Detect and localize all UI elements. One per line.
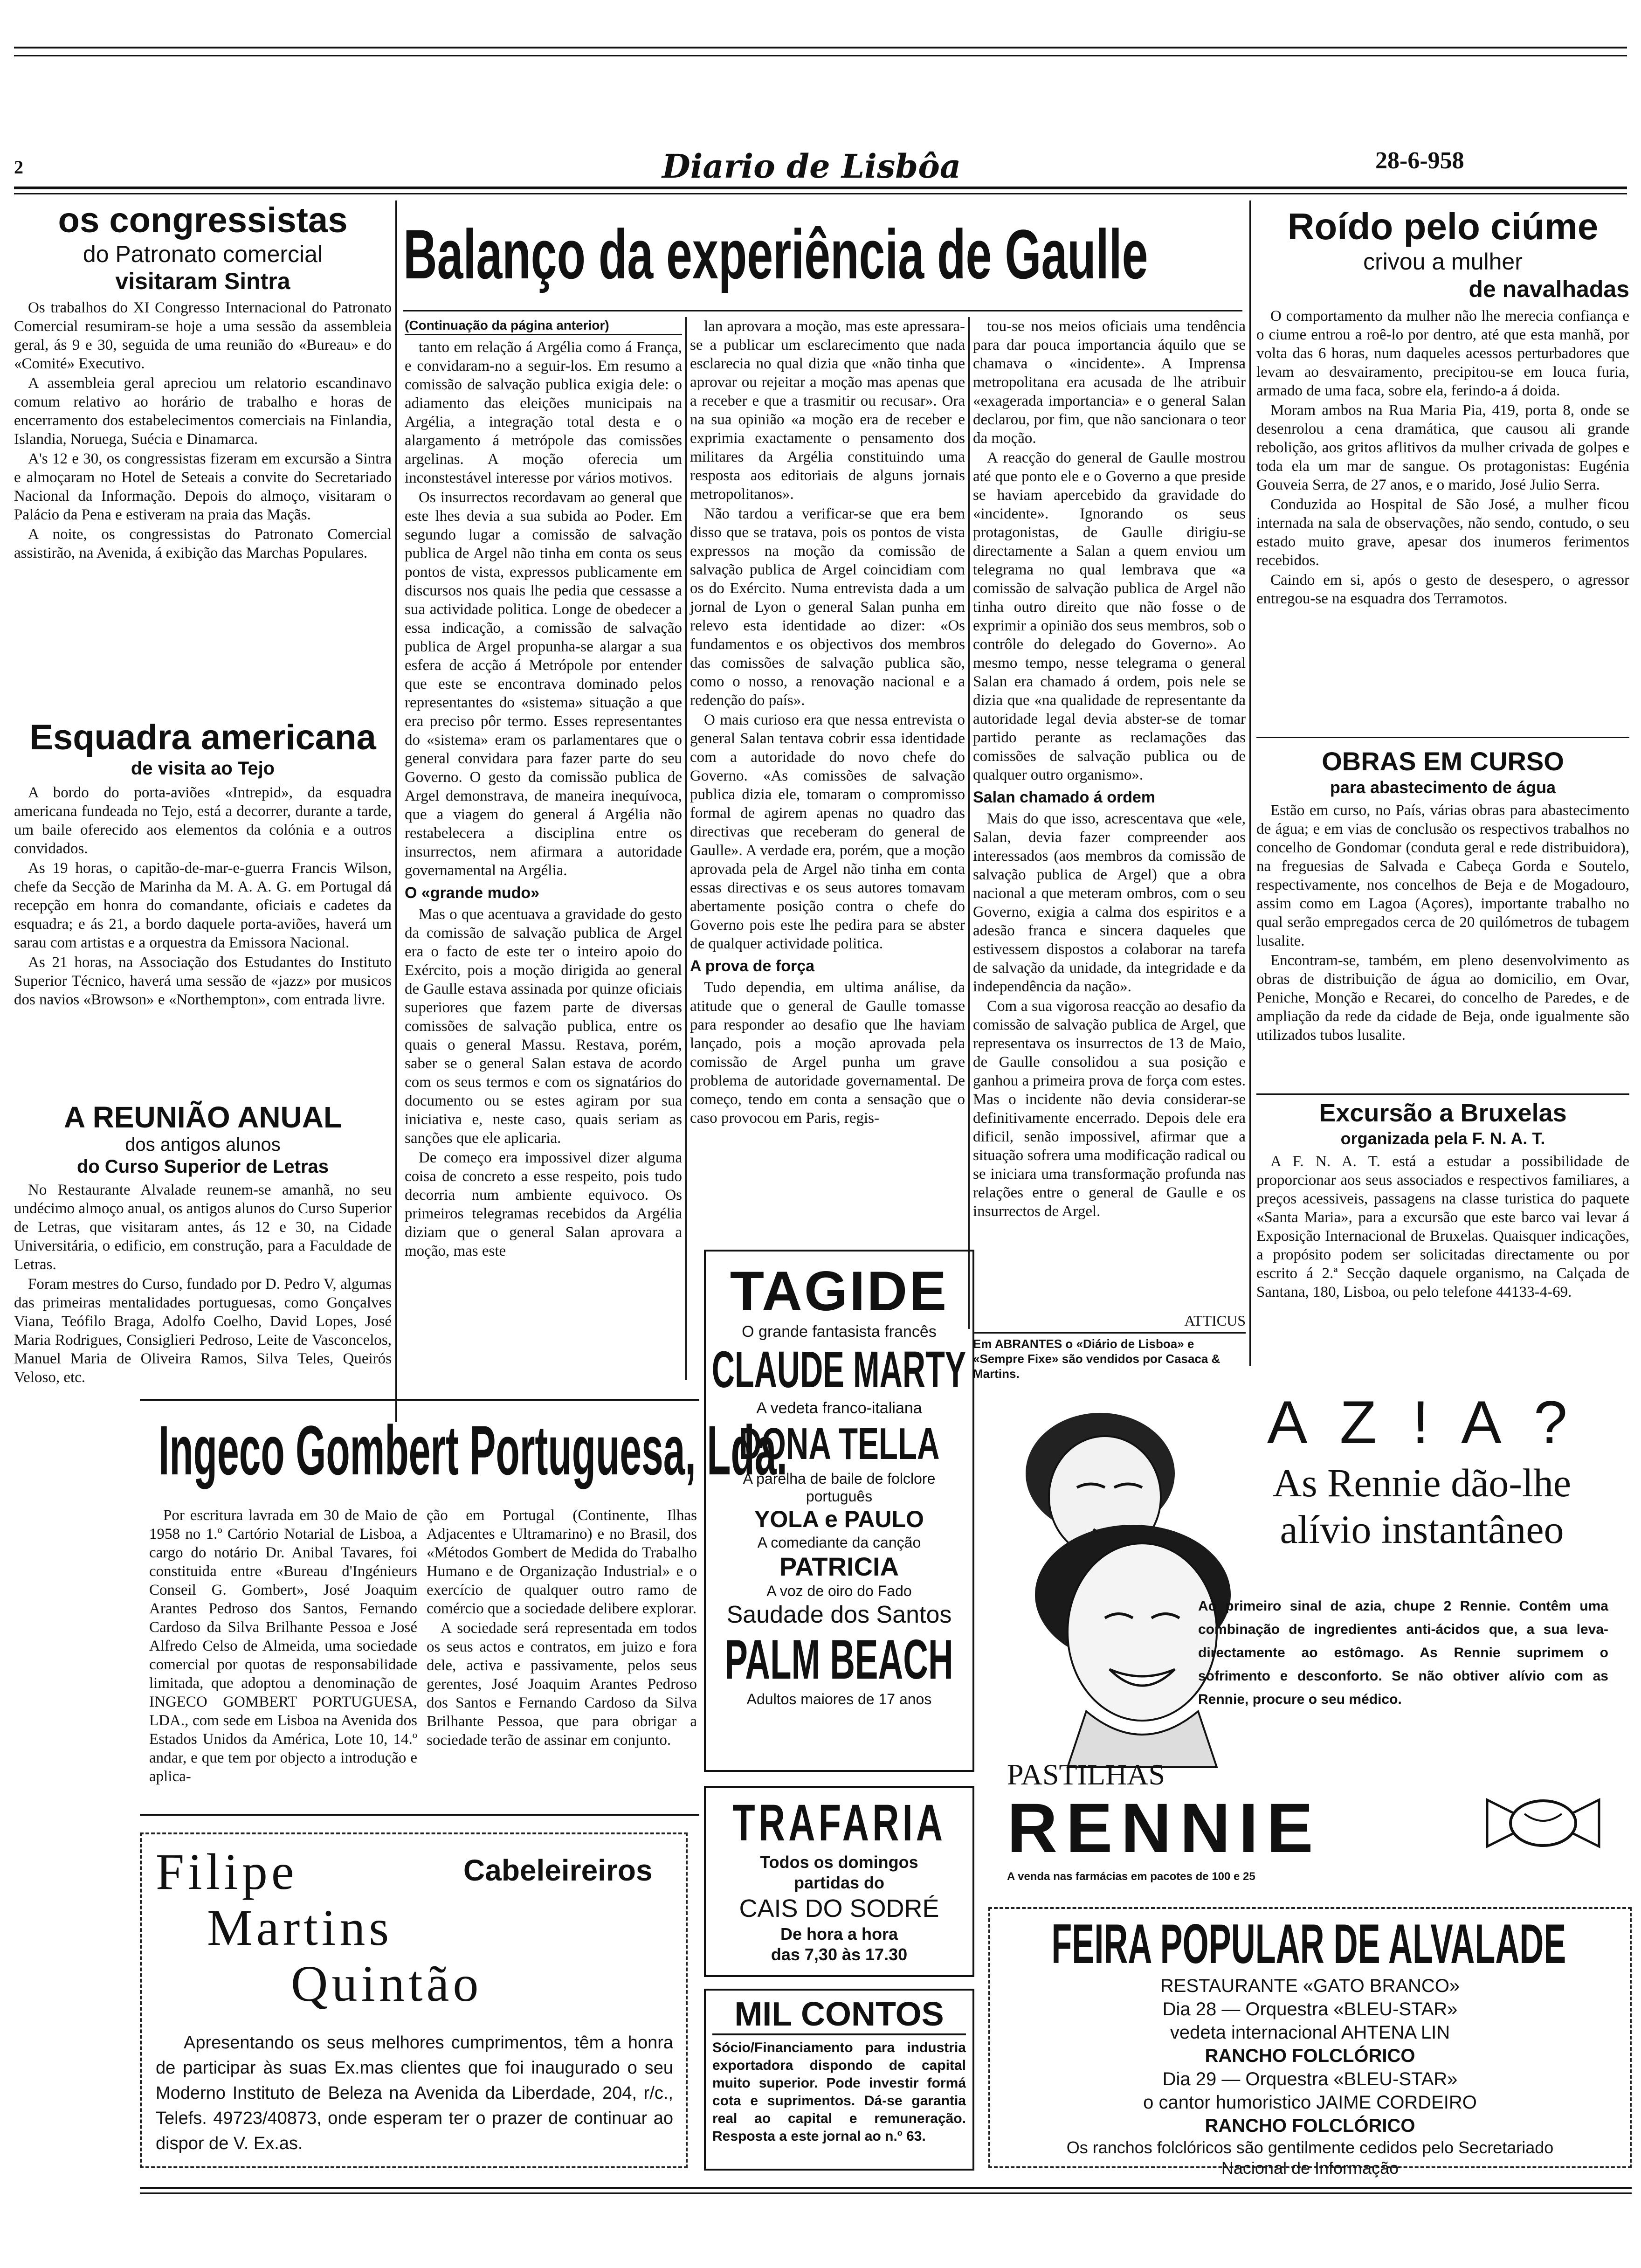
subheading: A prova de força [690,957,815,975]
milcontos-ad [704,1989,974,2171]
esquadra-headline: Esquadra americana [29,718,376,757]
ad-headliner: CLAUDE MARTY [711,1341,966,1398]
salon-text: Apresentando os seus melhores cumprimentos, têm a honra de participar às suas Ex.mas clientes que foi inaugurado o seu Moderno Instituto de Beleza na Avenida da Liberdade, 204, r/c., Telefs. 49723/40873, onde esperam ter o prazer de continuar ao dispor de V. Ex.as. [156,2033,673,2153]
paragraph: tanto em relação á Argélia como á França, e convidaram-no a seguir-los. Em resumo a comissão de salvação publica exigia dele: o adiamento das eleições municipais na Argélia, a integração total desta e o alargamento á metrópole das comissões argelinas. A moção oferecia um inconstestável interesse por vários motivos. [405,339,682,486]
ad-headliner: PATRICIA [779,1552,899,1581]
ad-headliner: Saudade dos Santos [726,1601,952,1628]
paragraph: A sociedade será representada em todos os seus actos e contratos, em juizo e fora dele, activa e passivamente, pelos seus gerentes, José Joaquim Arantes Pedroso dos Santos e Fernando Cardoso da Silva Brilhante Pessoa, que para obrigar a sociedade terão de assinar em conjunto. [427,1620,697,1749]
azia-body: Ao primeiro sinal de azia, chupe 2 Rennie. Contêm uma combinação de ingredientes anti-ácidos que, a sua leva-directamente ao estômago. As Rennie suprimem o sofrimento e desconforto. Se não obtiver alívio com as Rennie, procure o seu médico. [1198,1598,1608,1707]
reuniao-subtitle: dos antigos alunos [125,1134,281,1155]
paragraph: Os trabalhos do XI Congresso Internacional do Patronato Comercial resumiram-se hoje a uma sessão da assembleia geral, ás 9 e 30, seguida de uma reunião do «Bureau» e do «Comité» Executivo. [14,299,392,372]
subheading: Salan chamado á ordem [973,788,1156,806]
ingeco-headline: Ingeco Gombert Portuguesa, Lda. [159,1411,787,1489]
page-number: 2 [14,157,23,178]
masthead-rule [14,187,1627,189]
top-rule-2 [14,55,1627,56]
ad-line: Todos os domingos [760,1853,918,1872]
salon-name: Martins [207,1899,393,1956]
bottom-rule [140,2187,1632,2189]
paragraph: Mais do que isso, acrescentava que «ele, Salan, devia fazer compreender aos interessados (aos membros da comissão de salvação publica de Argel) que a obra nacional a que meteram ombros, com o seu Governo, exigia a calma dos espiritos e a adesão franca e sincera daqueles que estivessem dispostos a colaborar na tarefa de salvação da unidade, da integridade e da independência da nação». [973,810,1246,995]
milcontos-title: MIL CONTOS [712,1995,966,2035]
balanco-column-3 [973,317,1246,1381]
ad-line: Os ranchos folclóricos são gentilmente cedidos pelo Secretariado Nacional de Informação [1066,2138,1554,2178]
ad-line: o cantor humoristico JAIME CORDEIRO [1143,2092,1477,2113]
ingeco-headline-wrap [159,1408,787,1501]
milcontos-text: Sócio/Financiamento para industria exportadora dispondo de capital muito superior. Pode investir formá cota e suprimentos. Dá-se garantia real ao capital e remuneração. Resposta a este jornal ao n.º 63. [712,2040,966,2144]
ad-line: O grande fantasista francês [742,1323,937,1341]
paragraph: A noite, os congressistas do Patronato Comercial assistirão, na Avenida, á exibição das Marchas Populares. [14,526,392,561]
column-divider [395,201,397,1422]
ad-line: partidas do [793,1873,885,1892]
ad-line: A parelha de baile de folclore português [743,1470,936,1505]
paragraph: lan aprovara a moção, mas este apressara-se a publicar um esclarecimento que nada esclarecia no qual dizia que «não tinha que aprovar ou rejeitar a moção mas apenas que a receber e que a trasmitir ou recusar». Ora na sua opinião «a moção era de receber e exprimia exactamente o pensamento dos militares da Argélia constituindo uma resposta aos editoriais de alguns jornais metropolitanos». [690,318,965,503]
azia-line: As Rennie dão-lhe [1272,1460,1572,1505]
paragraph: Moram ambos na Rua Maria Pia, 419, porta 8, onde se desenrolou a cena dramática, que causou ali grande rebolição, aos gritos aflitivos da mulher crivada de golpes e toda ela um mar de sangue. Os protagonistas: Eugénia Gouveia Serra, de 27 anos, e o marido, José Julio Serra. [1256,402,1629,493]
feira-ad [988,1907,1632,2178]
salon-name: Filipe [156,1843,298,1900]
congressistas-article [14,201,392,635]
ad-line: Adultos maiores de 17 anos [746,1691,932,1708]
tagide-ad [704,1250,974,1772]
bottom-rule-2 [140,2192,1632,2194]
footnote: Em ABRANTES o «Diário de Lisboa» e «Sempre Fixe» são vendidos por Casaca & Martins. [973,1337,1220,1381]
masthead-rule-2 [14,193,1627,194]
ad-line: RANCHO FOLCLÓRICO [1205,2046,1415,2066]
reuniao-subtitle-2: do Curso Superior de Letras [76,1156,329,1177]
masthead-date: 28-6-958 [1375,147,1464,174]
paragraph: Por escritura lavrada em 30 de Maio de 1958 no 1.º Cartório Notarial de Lisboa, a cargo do notário Dr. Anibal Tavares, foi constituida entre «Bureau d'Ingénieurs Conseil G. Gombert», José Joaquim Arantes Pedroso dos Santos, Fernando Cardoso da Silva Brilhante Pessoa e José Alfredo Celso de Almeida, uma sociedade comercial por quotas de responsabilidade limitada, que adoptou a denominação de INGECO GOMBERT PORTUGUESA, LDA., com sede em Lisboa na Avenida dos Estados Unidos da América, Lote 10, 14.º andar, e que tem por objecto a introdução e aplica- [149,1507,417,1785]
ad-line: De hora a hora [780,1924,898,1943]
trafaria-title: TRAFARIA [732,1794,946,1852]
trafaria-ad [704,1786,974,1977]
column-divider [968,317,970,1329]
azia-line: alívio instantâneo [1280,1507,1564,1552]
rennie-brand: RENNIE [1007,1789,1322,1867]
feira-title: FEIRA POPULAR DE ALVALADE [1051,1913,1566,1975]
obras-article [1256,746,1629,1099]
azia-title: A Z ! A ? [1267,1388,1577,1456]
ad-headliner: DONA TELLA [738,1419,940,1469]
balanco-headline-wrap [403,212,1242,305]
paragraph: A assembleia geral apreciou um relatorio escandinavo comum relativo ao horário de trabalho e horas de encerramento dos estabelecimentos comerciais na Finlandia, Islandia, Noruega, Suécia e Dinamarca. [14,375,392,448]
ad-line: das 7,30 às 17.30 [771,1945,908,1964]
paragraph: Não tardou a verificar-se que era bem disso que se tratava, pois os pontos de vista expressos na moção da comissão de salvação publica de Argel coincidiam com os do Exército. Numa entrevista dada a um jornal de Lyon o general Salan punha em relevo esta identidade ao dizer: «Os fundamentos e os objectivos dos membros das comissões de salvação publica são, como o nosso, a renovação nacional e a redenção do país». [690,505,965,709]
balanco-headline: Balanço da experiência de Gaulle [403,215,1148,293]
ad-headliner: YOLA e PAULO [754,1506,924,1532]
paragraph: Foram mestres do Curso, fundado por D. Pedro V, algumas das primeiras mentalidades portuguesas, como Gonçalves Viana, Teófilo Braga, Adolfo Coelho, David Lopes, José Maria Rodrigues, Consiglieri Pedroso, Leite de Vasconcelos, Manuel Maria de Oliveira Ramos, Silva Teles, Queirós Veloso, etc. [14,1276,392,1386]
paragraph: De começo era impossivel dizer alguma coisa de concreto a esse respeito, pois tudo decorria num ambiente equivoco. Os primeiros telegramas recebidos da Argélia diziam que o general Salan aprovara a moção, mas este [405,1149,682,1259]
ad-headliner: PALM BEACH [724,1628,953,1691]
paragraph: A bordo do porta-aviões «Intrepid», da esquadra americana fundeada no Tejo, está a decorrer, durante a tarde, um baile oferecido aos elementos da colónia e a outros convidados. [14,784,392,857]
paragraph: O mais curioso era que nessa entrevista o general Salan tentava cobrir essa identidade com a autoridade do novo chefe do Governo. «As comissões de salvação publica dizia ele, tomaram o compromisso formal de agirem apenas no quadro das directivas que receberam do general de Gaulle». A verdade era, porém, que a moção aprovada pela de Argel não tinha em conta essas directivas e os seus autores tomavam abertamente posição contra o chefe do Governo pois este lhe pedira para se abster de qualquer actividade politica. [690,712,965,952]
roido-article [1256,205,1629,708]
ad-line: A vedeta franco-italiana [756,1399,922,1417]
congressistas-subtitle-2: visitaram Sintra [115,268,290,294]
filipe-ad [140,1832,688,2168]
roido-headline: Roído pelo ciúme [1287,206,1599,247]
paragraph: No Restaurante Alvalade reunem-se amanhã, no seu undécimo almoço anual, os antigos alunos do Curso Superior de Letras, que visitaram antes, ás 12 e 30, na Cidade Universitária, o edificio, em construção, para a Faculdade de Letras. [14,1182,392,1273]
congressistas-subtitle: do Patronato comercial [83,241,323,267]
rule [140,1399,699,1401]
masthead-title: Diario de Lisbôa [662,147,961,186]
ad-line: Dia 28 — Orquestra «BLEU-STAR» [1162,1999,1458,2019]
candy-icon [1482,1781,1604,1860]
reuniao-article [14,1100,392,1428]
paragraph: Tudo dependia, em ultima análise, da atitude que o general de Gaulle tomasse para responder ao desafio que lhe haviam lançado, pois a moção aprovada pela comissão de Argel punha um grave problema de autoridade governamental. De começo, tendo em conta a sensação que o caso provocou em Paris, regis- [690,979,965,1127]
rule [973,1332,1246,1334]
ad-line: RANCHO FOLCLÓRICO [1205,2116,1415,2136]
paragraph: ção em Portugal (Continente, Ilhas Adjacentes e Ultramarino) e no Brasil, dos «Métodos Gombert de Medida do Trabalho Humano e de Organização Industrial» e o exercício de qualquer outro ramo de comércio que a sociedade delibere explorar. [427,1507,697,1617]
ad-line: A comediante da canção [757,1534,921,1551]
column-divider [685,317,687,1380]
rule [140,1814,699,1816]
azia-footer: A venda nas farmácias em pacotes de 100 e 25 [1007,1870,1255,1883]
esquadra-article [14,718,392,1105]
obras-headline: OBRAS EM CURSO [1322,747,1564,776]
article-signature: ATTICUS [1184,1312,1246,1329]
paragraph: Os insurrectos recordavam ao general que este lhes devia a sua subida ao Poder. Em segundo lugar a comissão de salvação publica de Argel não tinha em conta os seus pontos de vista, expressos publicamente em discursos nos quais lhe pedia que cessasse a sua actividade politica. Longe de obedecer a essa indicação, a comissão de salvação publica de Argel propunha-se alargar a sua esfera de acção á Metrópole por entender que este se encontrava dominado pelos representantes do «sistema» situação a que era preciso pôr termo. Esses representantes do «sistema» eram os parlamentares que o general convidara para fazer parte do seu Governo. O gesto da comissão publica de Argel demonstrava, de maneira inequívoca, que a viagem do general á Argélia não restabelecera a disciplina entre os insurrectos, nem afirmara a autoridade governamental na Argélia. [405,489,682,879]
balanco-column-2 [690,317,965,1231]
congressistas-headline: os congressistas [58,201,348,240]
balanco-column-1 [405,317,682,1401]
salon-name: Quintão [291,1955,483,2012]
ad-line: vedeta internacional AHTENA LIN [1170,2022,1450,2043]
subheading: O «grande mudo» [405,884,540,902]
paragraph: Estão em curso, no País, várias obras para abastecimento de água; e em vias de conclusão os respectivos trabalhos no concelho de Gondomar (conduta geral e rede distribuidora), na freguesias de Salvada e Cabeça Gorda e Soutelo, respectivamente, nos concelhos de Beja e de Mogadouro, assim como em Lagoa (Açores), importante trabalho no qual serão empregados cerca de 20 quilómetros de tubagem lusalite. [1256,802,1629,949]
paragraph: A F. N. A. T. está a estudar a possibilidade de proporcionar aos seus associados e respectivos familiares, a preços acessiveis, passagens na classe turistica do paquete «Santa Maria», para a excursão que este barco vai levar á Exposição Internacional de Bruxelas. Quaisquer indicações, a propósito podem ser solicitadas directamente ou por escrito á 2.ª Secção daquele organismo, na Calçada de Santana, 180, Lisboa, ou pelo telefone 44133-4-69. [1256,1153,1629,1300]
paragraph: Conduzida ao Hospital de São José, a mulher ficou internada na sala de observações, não sendo, contudo, o seu estado muito grave, apesar dos inumeros ferimentos recebidos. [1256,496,1629,569]
column-divider [1249,201,1251,1366]
rule [1256,1093,1629,1095]
excursao-article [1256,1098,1629,1357]
top-rule [14,47,1627,48]
headline-rule [403,310,1242,311]
obras-subtitle: para abastecimento de água [1330,778,1556,797]
paragraph: A reacção do general de Gaulle mostrou até que ponto ele e o Governo a que preside se haviam apercebido da gravidade do «incidente». Ignorando os seus protagonistas, de Gaulle dirigiu-se directamente a Salan a quem enviou um telegrama no qual lembrava que «a comissão de salvação publica de Argel não tinha outro direito que não fosse o de exprimir a opinião dos seus membros, sob o contrôle do delegado do Governo». Ao mesmo tempo, nesse telegrama o general Salan era chamado á ordem, pois nele se dizia que «na qualidade de representante da autoridade legal devia abster-se de tomar partido perante as reclamações das comissões de salvação publica ou de qualquer outro organismo». [973,449,1246,783]
tagide-title: TAGIDE [730,1260,949,1322]
paragraph: As 19 horas, o capitão-de-mar-e-guerra Francis Wilson, chefe da Secção de Marinha da M. A. A. G. em Portugal dá recepção em honra do comandante, oficiais e cadetes da esquadra; e ás 21, a bordo daquele porta-aviões, haverá um sarau com artistas e a orquestra da Emissora Nacional. [14,860,392,951]
continuation-note: (Continuação da página anterior) [405,317,682,335]
paragraph: O comportamento da mulher não lhe merecia confiança e o ciume entrou a roê-lo por dentro, até que esta manhã, por volta das 6 horas, num daqueles acessos perturbadores que levam ao desvairamento, precipitou-se em louca furia, armado de uma faca, sobre ela, ferindo-a á doida. [1256,308,1629,399]
ad-line: Dia 29 — Orquestra «BLEU-STAR» [1162,2069,1458,2089]
rule [1256,737,1629,738]
esquadra-subtitle: de visita ao Tejo [131,758,275,779]
paragraph: Caindo em si, após o gesto de desespero, o agressor entregou-se na esquadra dos Terramotos. [1256,572,1629,607]
pastilhas-label: PASTILHAS [1007,1758,1165,1791]
paragraph: As 21 horas, na Associação dos Estudantes do Instituto Superior Técnico, haverá uma sessão de «jazz» por musicos dos navios «Browson» e «Northempton», com entrada livre. [14,954,392,1008]
reuniao-headline: A REUNIÃO ANUAL [63,1100,342,1134]
ingeco-notice [149,1506,697,1809]
excursao-headline: Excursão a Bruxelas [1319,1099,1567,1127]
salon-tag: Cabeleireiros [463,1853,653,1887]
excursao-subtitle: organizada pela F. N. A. T. [1340,1129,1545,1148]
paragraph: Mas o que acentuava a gravidade do gesto da comissão de salvação publica de Argel era o facto de este ter o inteiro apoio do Exército, pois a moção dirigida ao general de Gaulle estava assinada por quinze oficiais superiores que fazem parte de diversas comissões de salvação publica, entre os quais o general Massu. Restava, porém, saber se o general Salan estava de acordo com os seus termos e com os signatários do documento ou se estes agiram por sua iniciativa e, neste caso, quais seriam as sanções que ele aplicaria. [405,906,682,1147]
ad-headliner: CAIS DO SODRÉ [739,1895,939,1922]
rennie-ad [993,1380,1636,1898]
paragraph: A's 12 e 30, os congressistas fizeram em excursão a Sintra e almoçaram no Hotel de Seteais a convite do Secretariado Nacional da Informação. Depois do almoço, visitaram o Palácio da Pena e estiveram na praia das Maçãs. [14,450,392,523]
paragraph: tou-se nos meios oficiais uma tendência para dar pouca importancia áquilo que se chamava o «incidente». A Imprensa metropolitana era acusada de lhe atribuir «exagerada importancia» e o general Salan declarou, por fim, que não sancionara o teor da moção. [973,318,1246,447]
paragraph: Com a sua vigorosa reacção ao desafio da comissão de salvação publica de Argel, que representava os insurrectos de 13 de Maio, de Gaulle consolidou a sua posição e ganhou a primeira prova de força com estes. Mas o incidente não devia considerar-se definitivamente encerrado. Depois dele era dificil, senão impossivel, afirmar que a situação sofrera uma modificação radical ou se iniciara uma transformação profunda nas relações entre o general de Gaulle e os insurrectos de Argel. [973,998,1246,1220]
paragraph: Encontram-se, também, em pleno desenvolvimento as obras de distribuição de água ao domicilio, em Ovar, Peniche, Monção e Recarei, do concelho de Paredes, e de ampliação da rede da cidade de Beja, onde igualmente são utilizados tubos lusalite. [1256,952,1629,1044]
ad-line: A voz de oiro do Fado [766,1583,912,1599]
ad-line: RESTAURANTE «GATO BRANCO» [1160,1976,1460,1996]
roido-subtitle-2: de navalhadas [1469,276,1629,302]
roido-subtitle: crivou a mulher [1363,249,1523,275]
